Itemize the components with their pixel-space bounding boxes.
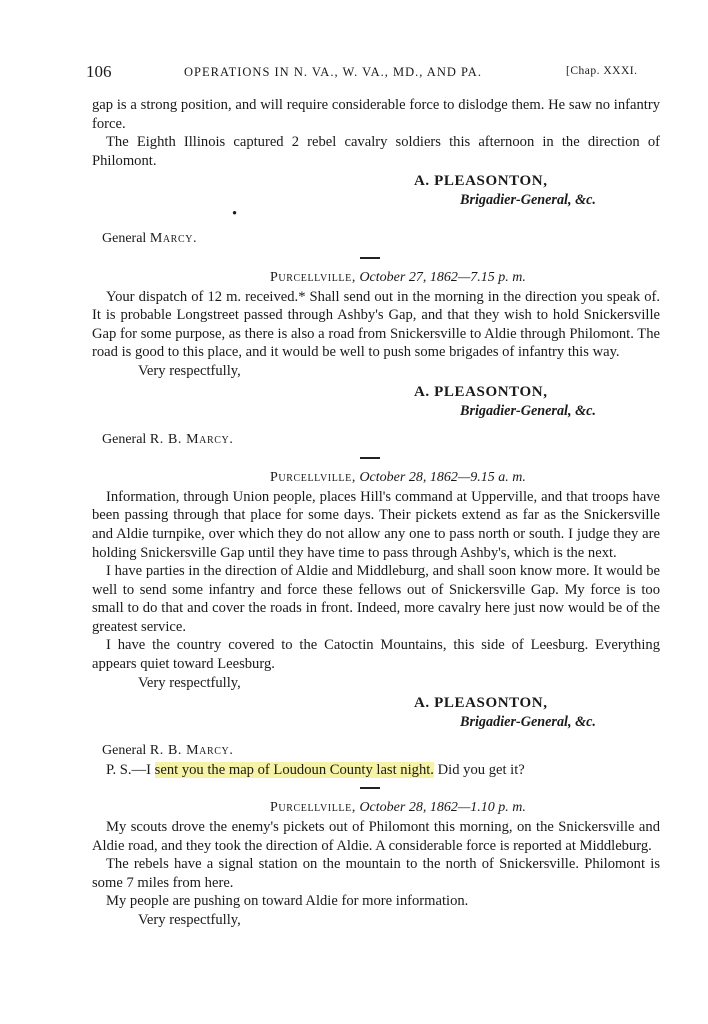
paragraph: gap is a strong position, and will require considerable force to dislodge them. He saw no infantry force. xyxy=(92,97,660,132)
stray-mark: • xyxy=(232,206,238,223)
section-divider xyxy=(360,787,380,789)
signature xyxy=(92,172,660,210)
addressee-name: R. B. Marcy. xyxy=(149,743,234,759)
closing: Very respectfully, xyxy=(138,674,241,691)
addressee-prefix: General xyxy=(102,431,147,447)
addressee xyxy=(102,742,660,761)
document-body xyxy=(92,96,660,930)
signature xyxy=(92,383,660,421)
dateline-place: Purcellville, xyxy=(270,269,356,285)
page-header xyxy=(80,62,660,84)
addressee-name: R. B. Marcy. xyxy=(149,431,234,447)
dateline xyxy=(92,799,660,818)
paragraph: I have parties in the direction of Aldie and Middleburg, and shall soon know more. It would be well to send some infantry and force these fellows out of Snickersville Gap. My force is too small to do that and cover the roads in front. Indeed, more cavalry here just now would be of the greatest service. xyxy=(92,563,660,635)
dateline-place: Purcellville, xyxy=(270,470,356,486)
signature-title: Brigadier-General, &c. xyxy=(460,714,596,731)
dateline-date: October 27, 1862—7.15 p. m. xyxy=(359,269,526,285)
addressee xyxy=(102,431,660,450)
dateline-date: October 28, 1862—1.10 p. m. xyxy=(359,800,526,816)
dateline-place: Purcellville, xyxy=(270,800,356,816)
addressee-name: Marcy. xyxy=(149,231,198,247)
section-divider xyxy=(360,257,380,259)
paragraph: My scouts drove the enemy's pickets out of Philomont this morning, on the Snickersville and Aldie road, and they took the direction of Aldie. A considerable force is reported at Middleburg. xyxy=(92,819,660,854)
signature-title: Brigadier-General, &c. xyxy=(460,402,596,419)
closing: Very respectfully, xyxy=(138,362,241,379)
dateline xyxy=(92,469,660,488)
running-title: OPERATIONS IN N. VA., W. VA., MD., AND PA. xyxy=(184,65,482,79)
dateline xyxy=(92,269,660,288)
addressee-prefix: General xyxy=(102,231,147,247)
page-number: 106 xyxy=(86,62,112,81)
paragraph: Your dispatch of 12 m. received.* Shall send out in the morning in the direction you speak of. It is probable Longstreet passed through Ashby's Gap, and that they wish to hold Snickersville Gap for some purpose, as there is also a road from Snickersville to Aldie through Philomont. The road is good to this place, and it would be well to push some brigades of infantry this way. xyxy=(92,288,660,361)
closing: Very respectfully, xyxy=(138,912,241,928)
paragraph: Information, through Union people, places Hill's command at Upperville, and that troops have been passing through that place for some days. Their pickets extend as far as the Snickersville and Aldie turnpike, over which they do not allow any one to pass north or south. I judge they are holding Snickersville Gap until they have time to pass through Ashby's, which is the next. xyxy=(92,488,660,561)
paragraph: The rebels have a signal station on the mountain to the north of Snickersville. Philomont is some 7 miles from here. xyxy=(92,856,660,891)
addressee-prefix: General xyxy=(102,743,147,759)
signature-title: Brigadier-General, &c. xyxy=(460,192,596,209)
postscript xyxy=(92,761,660,780)
signature xyxy=(92,694,660,732)
paragraph: The Eighth Illinois captured 2 rebel cavalry soldiers this afternoon in the direction of Philomont. xyxy=(92,134,660,169)
addressee xyxy=(102,230,660,249)
postscript-prefix: P. S.—I xyxy=(106,761,152,778)
postscript-rest: Did you get it? xyxy=(437,761,525,778)
signature-name: A. PLEASONTON, xyxy=(414,695,548,712)
section-divider xyxy=(360,457,380,459)
signature-name: A. PLEASONTON, xyxy=(414,383,548,400)
signature-name: A. PLEASONTON, xyxy=(414,173,548,190)
highlighted-text: sent you the map of Loudoun County last night. xyxy=(154,761,434,778)
chapter-label: [Chap. XXXI. xyxy=(566,65,638,77)
paragraph: My people are pushing on toward Aldie for more information. xyxy=(106,893,469,910)
paragraph: I have the country covered to the Catoctin Mountains, this side of Leesburg. Everything appears quiet toward Leesburg. xyxy=(92,637,660,673)
dateline-date: October 28, 1862—9.15 a. m. xyxy=(359,470,526,486)
